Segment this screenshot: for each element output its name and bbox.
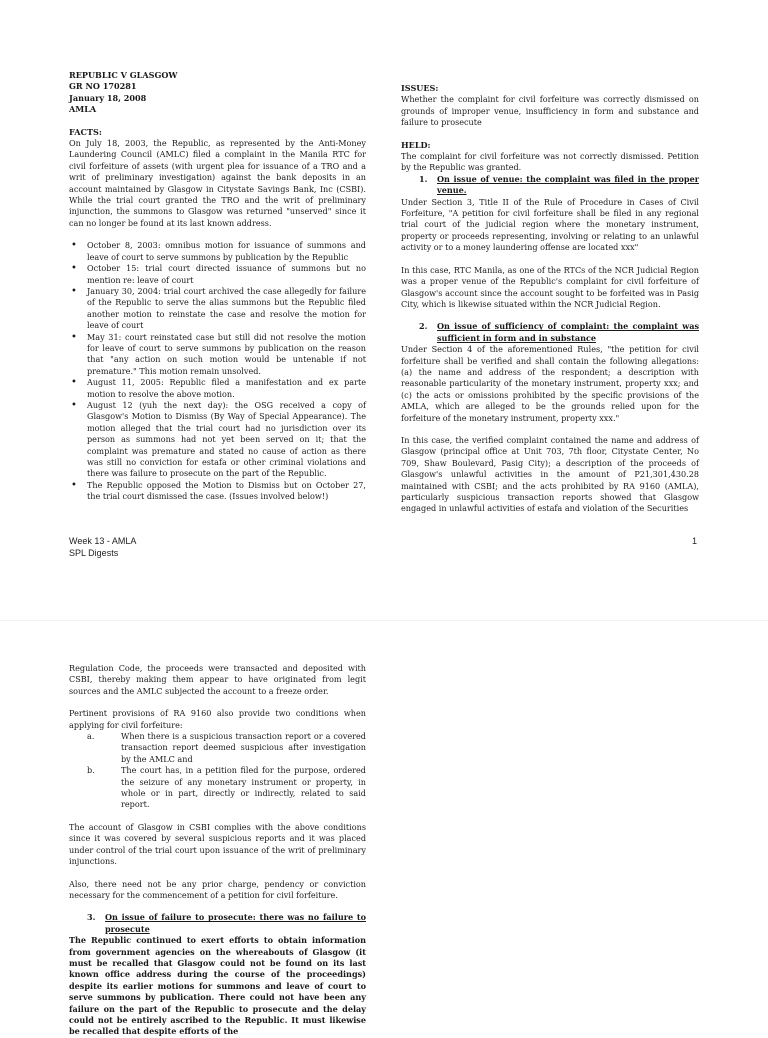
facts-heading: FACTS: bbox=[69, 126, 102, 137]
issues-text: Whether the complaint for civil forfeiture was correctly dismissed on grounds of improper venue, insufficiency in form and substance and failure to prosecute bbox=[401, 94, 699, 128]
issue-3-title: On issue of failure to prosecute: there was no failure to prosecute bbox=[105, 912, 366, 934]
left-column bbox=[69, 70, 366, 503]
case-date: January 18, 2008 bbox=[69, 92, 147, 103]
case-topic: AMLA bbox=[69, 104, 97, 115]
condition-b-text: The court has, in a petition filed for the purpose, ordered the seizure of any monetary instrument or property, in whole or in part, directly or indirectly, related to said report. bbox=[121, 765, 366, 810]
issue-3-paragraph: The Republic continued to exert efforts to obtain information from government agencies on the whereabouts of Glasgow (it must be recalled that Glasgow could not be found on its last known office address during the course of the proceedings) despite its earlier motions for summons and leave of court to serve summons by publication. There could not have been any failure on the part of the Republic to prosecute and the delay could not be entirely ascribed to the Republic. It must likewise be recalled that despite efforts of the bbox=[69, 935, 366, 1037]
condition-a-label: a. bbox=[87, 731, 95, 742]
held-text: The complaint for civil forfeiture was not correctly dismissed. Petition by the Republic was granted. bbox=[401, 151, 699, 173]
page-number: 1 bbox=[692, 536, 698, 546]
issue-2-paragraph-1: Under Section 4 of the aforementioned Rules, "the petition for civil forfeiture shall be verified and shall contain the following allegations: (a) the name and address of the respondent; a description with reasonable particularity of the monetary instrument, property xxx; and (c) the acts or omissions prohibited by the specific provisions of the AMLA, which are alleged to be the grounds relied upon for the forfeiture of the monetary instrument, property xxx." bbox=[401, 344, 699, 423]
timeline-item: • October 8, 2003: omnibus motion for issuance of summons and leave of court to serve summons by publication by the Republic bbox=[69, 240, 366, 263]
held-heading: HELD: bbox=[401, 139, 431, 150]
issue-2-paragraph-2: In this case, the verified complaint contained the name and address of Glasgow (principal office at Unit 703, 7th floor, Citystate Center, No 709, Shaw Boulevard, Pasig City); a description of the proceeds of Glasgow's unlawful activities in the amount of P21,301,430.28 maintained with CSBI; and the acts prohibited by RA 9160 (AMLA), particularly suspicious transaction reports showed that Glasgow engaged in unlawful activities of estafa and violation of the Securities bbox=[401, 434, 699, 514]
timeline-item: • August 12 (yuh the next day): the OSG received a copy of Glasgow's Motion to Dismiss (By Way of Special Appearance). The motion alleged that the trial court had no jurisdiction over its person as summons had not yet been served on it; that the complaint was premature and stated no cause of action as there was still no conviction for estafa or other criminal violations and there was failure to prosecute on the part of the Republic. bbox=[69, 400, 366, 480]
prior-charge-paragraph: Also, there need not be any prior charge, pendency or conviction necessary for the commencement of a petition for civil forfeiture. bbox=[69, 878, 366, 900]
condition-b bbox=[69, 765, 366, 811]
timeline-item: • January 30, 2004: trial court archived the case allegedly for failure of the Republic to serve the alias summons but the Republic filed another motion to reinstate the case and resolve the motion for leave of court bbox=[69, 286, 366, 332]
issue-3-number: 3. bbox=[87, 912, 96, 923]
condition-a bbox=[69, 731, 366, 765]
timeline-item: • May 31: court reinstated case but still did not resolve the motion for leave of court to serve summons by publication on the reason that "any action on such motion would be untenable if not premature." This motion remain unsolved. bbox=[69, 332, 366, 378]
case-gr-number: GR NO 170281 bbox=[69, 81, 137, 92]
provisions-intro: Pertinent provisions of RA 9160 also provide two conditions when applying for civil forfeiture: bbox=[69, 708, 366, 730]
issue-2-heading bbox=[401, 321, 699, 344]
timeline-item: • October 15: trial court directed issuance of summons but no mention re: leave of court bbox=[69, 263, 366, 286]
condition-b-label: b. bbox=[87, 765, 95, 776]
facts-paragraph: On July 18, 2003, the Republic, as represented by the Anti-Money Laundering Council (AMLC) filed a complaint in the Manila RTC for civil forfeiture of assets (with urgent plea for issuance of a TRO and a writ of preliminary investigation) against the bank deposits in an account maintained by Glasgow in Citystate Savings Bank, Inc (CSBI). While the trial court granted the TRO and the writ of preliminary injunction, the summons to Glasgow was returned "unserved" since it can no longer be found at its last known address. bbox=[69, 138, 366, 228]
facts-timeline bbox=[69, 240, 366, 502]
condition-a-text: When there is a suspicious transaction report or a covered transaction report deemed suspicious after investigation by the AMLC and bbox=[121, 731, 366, 764]
footer-week-label: Week 13 - AMLA bbox=[69, 536, 137, 546]
continued-paragraph: Regulation Code, the proceeds were transacted and deposited with CSBI, thereby making them appear to have originated from legit sources and the AMLC subjected the account to a freeze order. bbox=[69, 663, 366, 696]
issue-1-number: 1. bbox=[419, 173, 428, 184]
timeline-item: • The Republic opposed the Motion to Dismiss but on October 27, the trial court dismissed the case. (Issues involved below!) bbox=[69, 480, 366, 503]
page-footer bbox=[69, 535, 136, 559]
issue-1-title: On issue of venue: the complaint was filed in the proper venue. bbox=[437, 173, 699, 196]
case-title: REPUBLIC V GLASGOW bbox=[69, 70, 178, 80]
issue-3-heading bbox=[69, 912, 366, 935]
page-2-column bbox=[69, 663, 366, 1038]
account-paragraph: The account of Glasgow in CSBI complies with the above conditions since it was covered by several suspicious reports and it was placed under control of the trial court upon issuance of the writ of preliminary injunctions. bbox=[69, 821, 366, 867]
issue-2-number: 2. bbox=[419, 321, 428, 332]
issues-heading: ISSUES: bbox=[401, 83, 439, 93]
issue-2-title: On issue of sufficiency of complaint: the complaint was sufficient in form and in substance bbox=[437, 321, 699, 343]
timeline-item: • August 11, 2005: Republic filed a manifestation and ex parte motion to resolve the above motion. bbox=[69, 377, 366, 400]
footer-series-label: SPL Digests bbox=[69, 548, 119, 558]
issue-1-heading bbox=[401, 174, 699, 197]
issue-1-paragraph-1: Under Section 3, Title II of the Rule of Procedure in Cases of Civil Forfeiture, "A petition for civil forfeiture shall be filed in any regional trial court of the judicial region where the monetary instrument, property or proceeds representing, involving or relating to an unlawful activity or to a money laundering offense are located xxx" bbox=[401, 196, 699, 253]
right-column bbox=[401, 83, 699, 515]
issue-1-paragraph-2: In this case, RTC Manila, as one of the RTCs of the NCR Judicial Region was a proper venue of the Republic's complaint for civil forfeiture of Glasgow's account since the account sought to be forfeited was in Pasig City, which is likewise situated within the NCR Judicial Region. bbox=[401, 264, 699, 309]
case-header bbox=[69, 70, 366, 116]
document-page-2 bbox=[0, 621, 768, 1037]
